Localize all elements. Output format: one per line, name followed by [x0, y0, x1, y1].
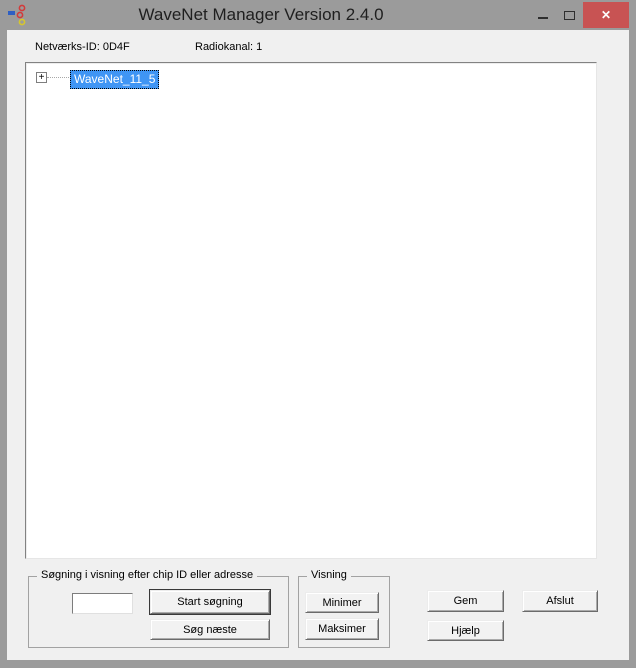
search-groupbox — [28, 569, 289, 648]
tree-expander-icon[interactable]: + — [36, 72, 47, 83]
view-groupbox-title: Visning — [307, 569, 351, 581]
network-tree[interactable] — [25, 62, 597, 559]
maximize-view-button[interactable]: Maksimer — [305, 618, 379, 640]
client-area — [7, 30, 629, 660]
minimize-view-button[interactable]: Minimer — [305, 592, 379, 613]
radio-channel-label: Radiokanal: 1 — [195, 41, 263, 53]
save-button[interactable]: Gem — [427, 590, 504, 612]
maximize-window-button[interactable] — [556, 0, 582, 30]
start-search-button[interactable]: Start søgning — [150, 590, 270, 614]
close-icon: ✕ — [600, 8, 612, 22]
minimize-icon — [538, 17, 548, 19]
search-next-button[interactable]: Søg næste — [150, 619, 270, 640]
close-window-button[interactable] — [583, 2, 629, 28]
view-groupbox — [298, 569, 390, 648]
minimize-window-button[interactable] — [530, 0, 556, 30]
tree-node-root[interactable]: WaveNet_11_5 — [70, 70, 159, 89]
tree-connector-line — [47, 77, 71, 78]
titlebar[interactable] — [0, 0, 636, 30]
search-groupbox-title: Søgning i visning efter chip ID eller adresse — [37, 569, 257, 581]
network-id-label: Netværks-ID: 0D4F — [35, 41, 130, 53]
help-button[interactable]: Hjælp — [427, 620, 504, 641]
exit-button[interactable]: Afslut — [522, 590, 598, 612]
window-title: WaveNet Manager Version 2.4.0 — [138, 5, 384, 24]
maximize-icon — [564, 11, 575, 20]
search-input[interactable] — [72, 593, 133, 614]
